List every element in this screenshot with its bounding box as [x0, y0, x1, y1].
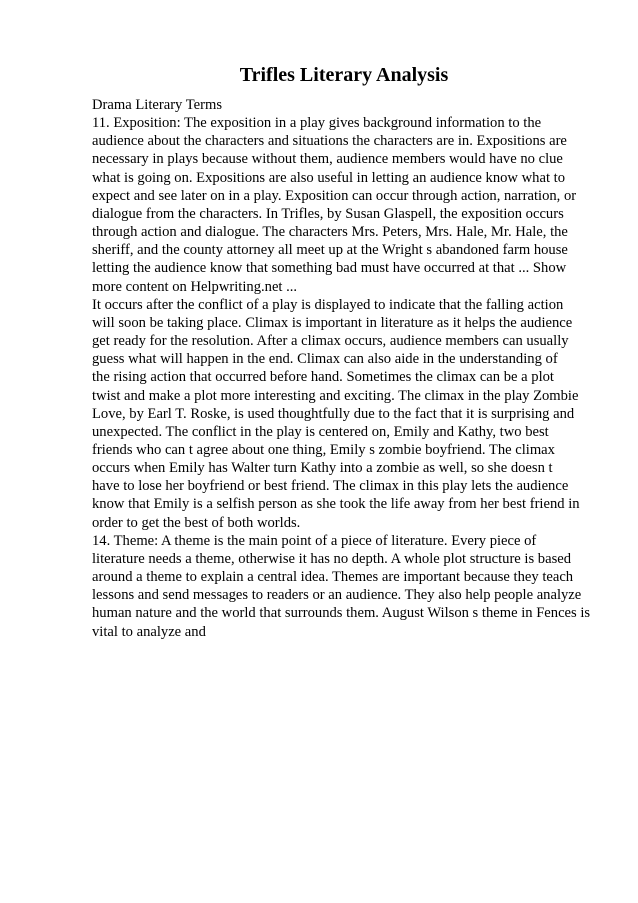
text-line: twist and make a plot more interesting and exciting. The climax in the play Zombie [92, 387, 579, 404]
text-line: know that Emily is a selfish person as she took the life away from her best friend in [92, 496, 580, 513]
text-line: Love, by Earl T. Roske, is used thoughtfully due to the fact that it is surprising and [92, 405, 575, 422]
text-line: literature needs a theme, otherwise it has no depth. A whole plot structure is based [92, 550, 572, 567]
section-heading: Drama Literary Terms [92, 97, 222, 113]
text-line: vital to analyze and [92, 623, 206, 640]
text-line: unexpected. The conflict in the play is centered on, Emily and Kathy, two best [92, 423, 549, 440]
text-line: It occurs after the conflict of a play is displayed to indicate that the falling action [92, 296, 564, 313]
text-line: 11. Exposition: The exposition in a play gives background information to the [92, 115, 542, 132]
text-line: sheriff, and the county attorney all meet up at the Wright s abandoned farm house [92, 242, 568, 259]
text-line: dialogue from the characters. In Trifles, by Susan Glaspell, the exposition occurs [92, 205, 564, 222]
text-line: 14. Theme: A theme is the main point of a piece of literature. Every piece of [92, 532, 537, 549]
body-text [92, 96, 612, 641]
text-line: will soon be taking place. Climax is important in literature as it helps the audience [92, 314, 573, 331]
text-line: expect and see later on in a play. Exposition can occur through action, narration, or [92, 187, 577, 204]
text-line: guess what will happen in the end. Climax can also aide in the understanding of [92, 351, 558, 368]
text-line: order to get the best of both worlds. [92, 514, 301, 531]
text-line: what is going on. Expositions are also useful in letting an audience know what to [92, 169, 565, 186]
text-line: human nature and the world that surrounds them. August Wilson s theme in Fences is [92, 605, 591, 622]
text-line: the rising action that occurred before hand. Sometimes the climax can be a plot [92, 369, 554, 386]
text-line: friends who can t agree about one thing, Emily s zombie boyfriend. The climax [92, 441, 555, 458]
text-line: necessary in plays because without them, audience members would have no clue [92, 151, 563, 168]
text-line: have to lose her boyfriend or best friend. The climax in this play lets the audience [92, 478, 569, 495]
text-line: audience about the characters and situations the characters are in. Expositions are [92, 133, 567, 150]
page-title: Trifles Literary Analysis [239, 64, 449, 86]
text-line: occurs when Emily has Walter turn Kathy into a zombie as well, so she doesn t [92, 460, 553, 477]
text-line: get ready for the resolution. After a climax occurs, audience members can usually [92, 333, 569, 350]
text-line: letting the audience know that something bad must have occurred at that ... Show [92, 260, 567, 277]
text-line: lessons and send messages to readers or an audience. They also help people analyze [92, 587, 582, 604]
text-line: around a theme to explain a central idea. Themes are important because they teach [92, 569, 574, 586]
text-line: more content on Helpwriting.net ... [92, 278, 298, 295]
text-line: through action and dialogue. The characters Mrs. Peters, Mrs. Hale, Mr. Hale, the [92, 224, 568, 241]
